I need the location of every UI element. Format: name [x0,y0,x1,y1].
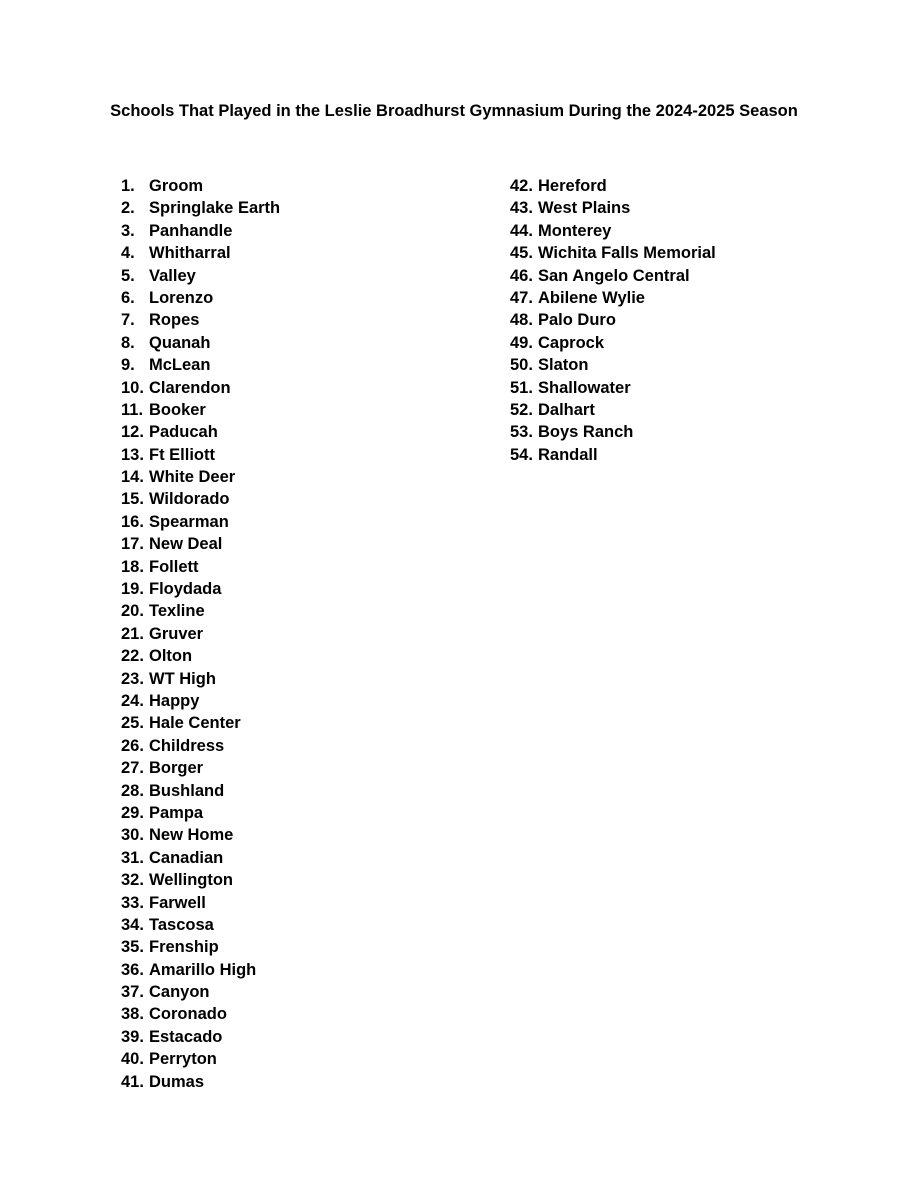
school-number: 53. [510,423,533,442]
school-number: 25. [121,714,144,733]
school-number: 37. [121,983,144,1002]
school-number: 20. [121,602,144,621]
school-list-item [121,869,280,891]
school-number: 8. [121,333,135,352]
school-name: Happy [149,691,200,710]
school-number: 50. [510,356,533,375]
school-name: Whitharral [149,244,231,263]
school-number: 26. [121,736,144,755]
school-number: 23. [121,669,144,688]
school-list-item [121,824,280,846]
school-number: 9. [121,356,135,375]
school-number: 21. [121,624,144,643]
school-number: 22. [121,647,144,666]
school-name: Perryton [149,1050,217,1069]
school-name: Palo Duro [538,311,616,330]
school-name: San Angelo Central [538,266,690,285]
school-name: Caprock [538,333,605,352]
school-list-item [121,533,280,555]
school-name: Childress [149,736,225,755]
school-name: New Home [149,826,234,845]
school-number: 15. [121,490,144,509]
school-name: Booker [149,400,206,419]
school-list-item [510,220,716,242]
school-number: 2. [121,199,135,218]
school-name: Olton [149,647,193,666]
school-name: Frenship [149,938,219,957]
school-number: 19. [121,580,144,599]
school-number: 32. [121,871,144,890]
school-name: Amarillo High [149,960,257,979]
school-list-item [510,354,716,376]
school-name: Ropes [149,311,200,330]
school-list-item [121,668,280,690]
school-list-item [510,444,716,466]
school-name: Canyon [149,983,210,1002]
school-list-item [121,220,280,242]
school-number: 45. [510,244,533,263]
school-list-item [121,265,280,287]
school-name: Boys Ranch [538,423,634,442]
school-list-item [121,600,280,622]
school-name: Gruver [149,624,204,643]
school-list-item [510,399,716,421]
school-name: Wichita Falls Memorial [538,244,716,263]
school-list-item [121,892,280,914]
school-list-item [121,780,280,802]
school-number: 47. [510,288,533,307]
school-list-item [510,377,716,399]
school-name: Texline [149,602,205,621]
school-name: Paducah [149,423,218,442]
school-list-item [510,332,716,354]
school-name: Slaton [538,356,589,375]
school-list-item [121,959,280,981]
school-list-item [121,399,280,421]
school-list-item [121,309,280,331]
school-list-item [121,511,280,533]
school-name: New Deal [149,535,223,554]
school-list-item [510,421,716,443]
school-list-item [121,197,280,219]
school-number: 34. [121,915,144,934]
school-list-item [121,936,280,958]
school-name: Shallowater [538,378,631,397]
school-number: 11. [121,400,144,419]
school-name: Borger [149,759,204,778]
school-list-item [121,645,280,667]
school-number: 54. [510,445,533,464]
school-number: 36. [121,960,144,979]
school-list-item [121,757,280,779]
school-name: Panhandle [149,221,233,240]
school-list-item [121,623,280,645]
school-number: 49. [510,333,533,352]
school-list-item [121,556,280,578]
school-list-left-column [121,175,280,1093]
school-name: Farwell [149,893,206,912]
school-list-item [121,421,280,443]
school-number: 48. [510,311,533,330]
school-number: 39. [121,1027,144,1046]
school-list-item [510,175,716,197]
school-number: 1. [121,177,135,195]
school-number: 10. [121,378,144,397]
school-name: West Plains [538,199,631,218]
school-list-item [121,802,280,824]
school-number: 33. [121,893,144,912]
school-name: Dumas [149,1072,205,1091]
school-name: Quanah [149,333,211,352]
school-name: Dalhart [538,400,595,419]
school-number: 4. [121,244,135,263]
school-number: 38. [121,1005,144,1024]
school-name: Hale Center [149,714,241,733]
school-list-item [121,847,280,869]
school-number: 29. [121,803,144,822]
school-name: Canadian [149,848,224,867]
school-name: Springlake Earth [149,199,281,218]
school-name: Monterey [538,221,612,240]
school-list-item [121,1003,280,1025]
school-number: 42. [510,177,533,195]
school-list-item [121,578,280,600]
school-name: Floydada [149,580,222,599]
school-number: 3. [121,221,135,240]
school-number: 41. [121,1072,144,1091]
school-list-item [121,690,280,712]
school-name: WT High [149,669,216,688]
school-name: Coronado [149,1005,227,1024]
school-number: 24. [121,691,144,710]
school-number: 46. [510,266,533,285]
school-number: 51. [510,378,533,397]
school-list-item [121,242,280,264]
school-number: 40. [121,1050,144,1069]
school-number: 35. [121,938,144,957]
school-name: Valley [149,266,196,285]
school-number: 12. [121,423,144,442]
school-list-item [121,354,280,376]
school-list-item [121,444,280,466]
school-number: 27. [121,759,144,778]
school-name: Groom [149,177,204,195]
school-list-item [510,265,716,287]
school-number: 7. [121,311,135,330]
school-name: Follett [149,557,199,576]
school-list-item [510,287,716,309]
school-list-item [121,914,280,936]
school-name: Estacado [149,1027,223,1046]
school-number: 17. [121,535,144,554]
school-name: Randall [538,445,598,464]
school-number: 16. [121,512,144,531]
school-list-item [510,309,716,331]
school-number: 5. [121,266,135,285]
school-list-item [121,981,280,1003]
school-name: Spearman [149,512,229,531]
school-list-item [121,735,280,757]
school-list-item [121,377,280,399]
school-list-item [121,712,280,734]
school-list-item [121,332,280,354]
school-name: Pampa [149,803,204,822]
school-number: 44. [510,221,533,240]
school-list-item [121,287,280,309]
school-number: 52. [510,400,533,419]
school-list-item [121,466,280,488]
school-name: Wildorado [149,490,230,509]
school-number: 6. [121,288,135,307]
school-name: Ft Elliott [149,445,215,464]
school-list-item [510,197,716,219]
school-list-right-column [510,175,716,466]
school-number: 13. [121,445,144,464]
school-name: McLean [149,356,211,375]
school-number: 18. [121,557,144,576]
school-name: Clarendon [149,378,231,397]
school-name: Wellington [149,871,234,890]
school-name: Hereford [538,177,607,195]
school-list-item [121,1048,280,1070]
school-number: 30. [121,826,144,845]
school-number: 43. [510,199,533,218]
page-title: Schools That Played in the Leslie Broadhurst Gymnasium During the 2024-2025 Season [110,102,798,120]
school-number: 31. [121,848,144,867]
school-number: 28. [121,781,144,800]
school-name: Abilene Wylie [538,288,645,307]
school-number: 14. [121,468,144,487]
school-list-item [121,1071,280,1093]
school-name: Lorenzo [149,288,214,307]
school-name: Tascosa [149,915,214,934]
school-name: Bushland [149,781,225,800]
school-list-item [121,488,280,510]
school-name: White Deer [149,468,236,487]
school-list-item [510,242,716,264]
school-list-item [121,1026,280,1048]
school-list-item [121,175,280,197]
